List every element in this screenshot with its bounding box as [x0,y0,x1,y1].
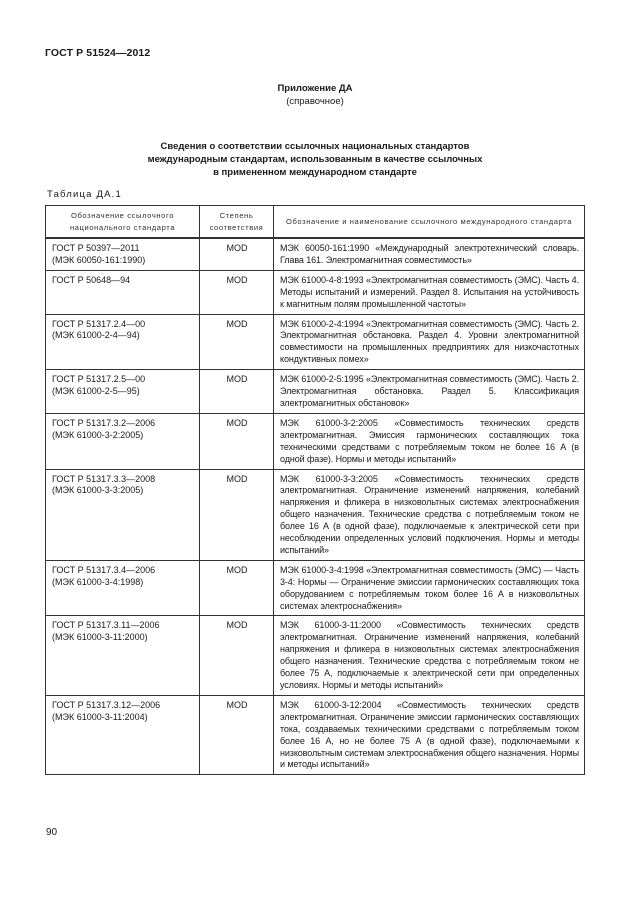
degree-cell: MOD [200,238,274,270]
international-standard-cell: МЭК 61000-2-4:1994 «Электромагнитная совместимость (ЭМС). Часть 2. Электромагнитная обстановка. Раздел 4. Уровни электромагнитной совместимости на промышленных предприятиях для низкочастотных кондуктивных помех» [274,314,585,370]
column-header-national: Обозначение ссылочного национального стандарта [46,206,200,239]
national-standard-cell: ГОСТ Р 51317.3.11—2006 (МЭК 61000-3-11:2000) [46,616,200,695]
degree-cell: MOD [200,616,274,695]
international-standard-cell: МЭК 61000-3-12:2004 «Совместимость технических средств электромагнитная. Ограничение эмиссии гармонических составляющих тока, создаваемых техническими средствами с потребляемым током более 16 А, но не более 75 А (в одной фазе), подключаемыми к низковольтным системам электроснабжения общего назначения. Нормы и методы испытаний» [274,695,585,774]
degree-cell: MOD [200,270,274,314]
table-row [46,370,585,414]
table-row [46,314,585,370]
degree-cell: MOD [200,560,274,616]
appendix-title: Приложение ДА [277,83,353,94]
national-standard-cell: ГОСТ Р 51317.3.3—2008 (МЭК 61000-3-3:2005) [46,469,200,560]
international-standard-cell: МЭК 61000-3-11:2000 «Совместимость технических средств электромагнитная. Ограничение изменений напряжения, колебаний напряжения и фликера в низковольтных системах электроснабжения общего назначения. Технические средства с потребляемым током не более 75 А, подключаемые к электрической сети при определенных условиях. Нормы и методы испытаний» [274,616,585,695]
appendix-subtitle: (справочное) [286,96,344,107]
international-standard-cell: МЭК 61000-3-4:1998 «Электромагнитная совместимость (ЭМС) — Часть 3-4: Нормы — Ограничение эмиссии гармонических составляющих тока оборудованием с потребляемым током более 16 А в низковольтных системах электроснабжения» [274,560,585,616]
document-code: ГОСТ Р 51524—2012 [45,47,151,59]
international-standard-cell: МЭК 61000-3-3:2005 «Совместимость технических средств электромагнитная. Ограничение изменений напряжения, колебаний напряжения и фликера в низковольтных системах электроснабжения общего назначения. Технические средства с потребляемым током не более 16 А (в одной фазе), подключаемые к электрической сети при несоблюдении определенных условий подключения. Нормы и методы испытаний» [274,469,585,560]
table-row [46,238,585,270]
degree-cell: MOD [200,370,274,414]
international-standard-cell: МЭК 61000-3-2:2005 «Совместимость технических средств электромагнитная. Эмиссия гармонических составляющих тока техническими средствами с потребляемым током не более 16 А (в одной фазе). Нормы и методы испытаний» [274,413,585,469]
table-label: Таблица ДА.1 [47,189,122,200]
degree-cell: MOD [200,695,274,774]
national-standard-cell: ГОСТ Р 50397—2011 (МЭК 60050-161:1990) [46,238,200,270]
heading-line: Сведения о соответствии ссылочных национальных стандартов [160,141,470,152]
section-heading [0,140,630,179]
degree-cell: MOD [200,469,274,560]
heading-line: международным стандартам, использованным в качестве ссылочных [147,154,483,165]
table-row [46,695,585,774]
table-row [46,413,585,469]
column-header-international: Обозначение и наименование ссылочного международного стандарта [274,206,585,239]
national-standard-cell: ГОСТ Р 51317.2.5—00 (МЭК 61000-2-5—95) [46,370,200,414]
national-standard-cell: ГОСТ Р 51317.2.4—00 (МЭК 61000-2-4—94) [46,314,200,370]
international-standard-cell: МЭК 60050-161:1990 «Международный электротехнический словарь. Глава 161. Электромагнитная совместимость» [274,238,585,270]
table-row [46,469,585,560]
appendix-block [0,82,630,108]
national-standard-cell: ГОСТ Р 51317.3.4—2006 (МЭК 61000-3-4:1998) [46,560,200,616]
international-standard-cell: МЭК 61000-4-8:1993 «Электромагнитная совместимость (ЭМС). Часть 4. Методы испытаний и измерений. Раздел 8. Испытания на устойчивость к магнитным полям промышленной частоты» [274,270,585,314]
national-standard-cell: ГОСТ Р 50648—94 [46,270,200,314]
correspondence-table [45,205,585,775]
degree-cell: MOD [200,314,274,370]
table-row [46,616,585,695]
national-standard-cell: ГОСТ Р 51317.3.2—2006 (МЭК 61000-3-2:2005) [46,413,200,469]
table-header-row [46,206,585,239]
table-row [46,560,585,616]
column-header-degree: Степень соответствия [200,206,274,239]
table-row [46,270,585,314]
page-number: 90 [46,827,58,838]
national-standard-cell: ГОСТ Р 51317.3.12—2006 (МЭК 61000-3-11:2004) [46,695,200,774]
heading-line: в примененном международном стандарте [213,167,417,178]
degree-cell: MOD [200,413,274,469]
international-standard-cell: МЭК 61000-2-5:1995 «Электромагнитная совместимость (ЭМС). Часть 2. Электромагнитная обстановка. Раздел 5. Классификация электромагнитных обстановок» [274,370,585,414]
